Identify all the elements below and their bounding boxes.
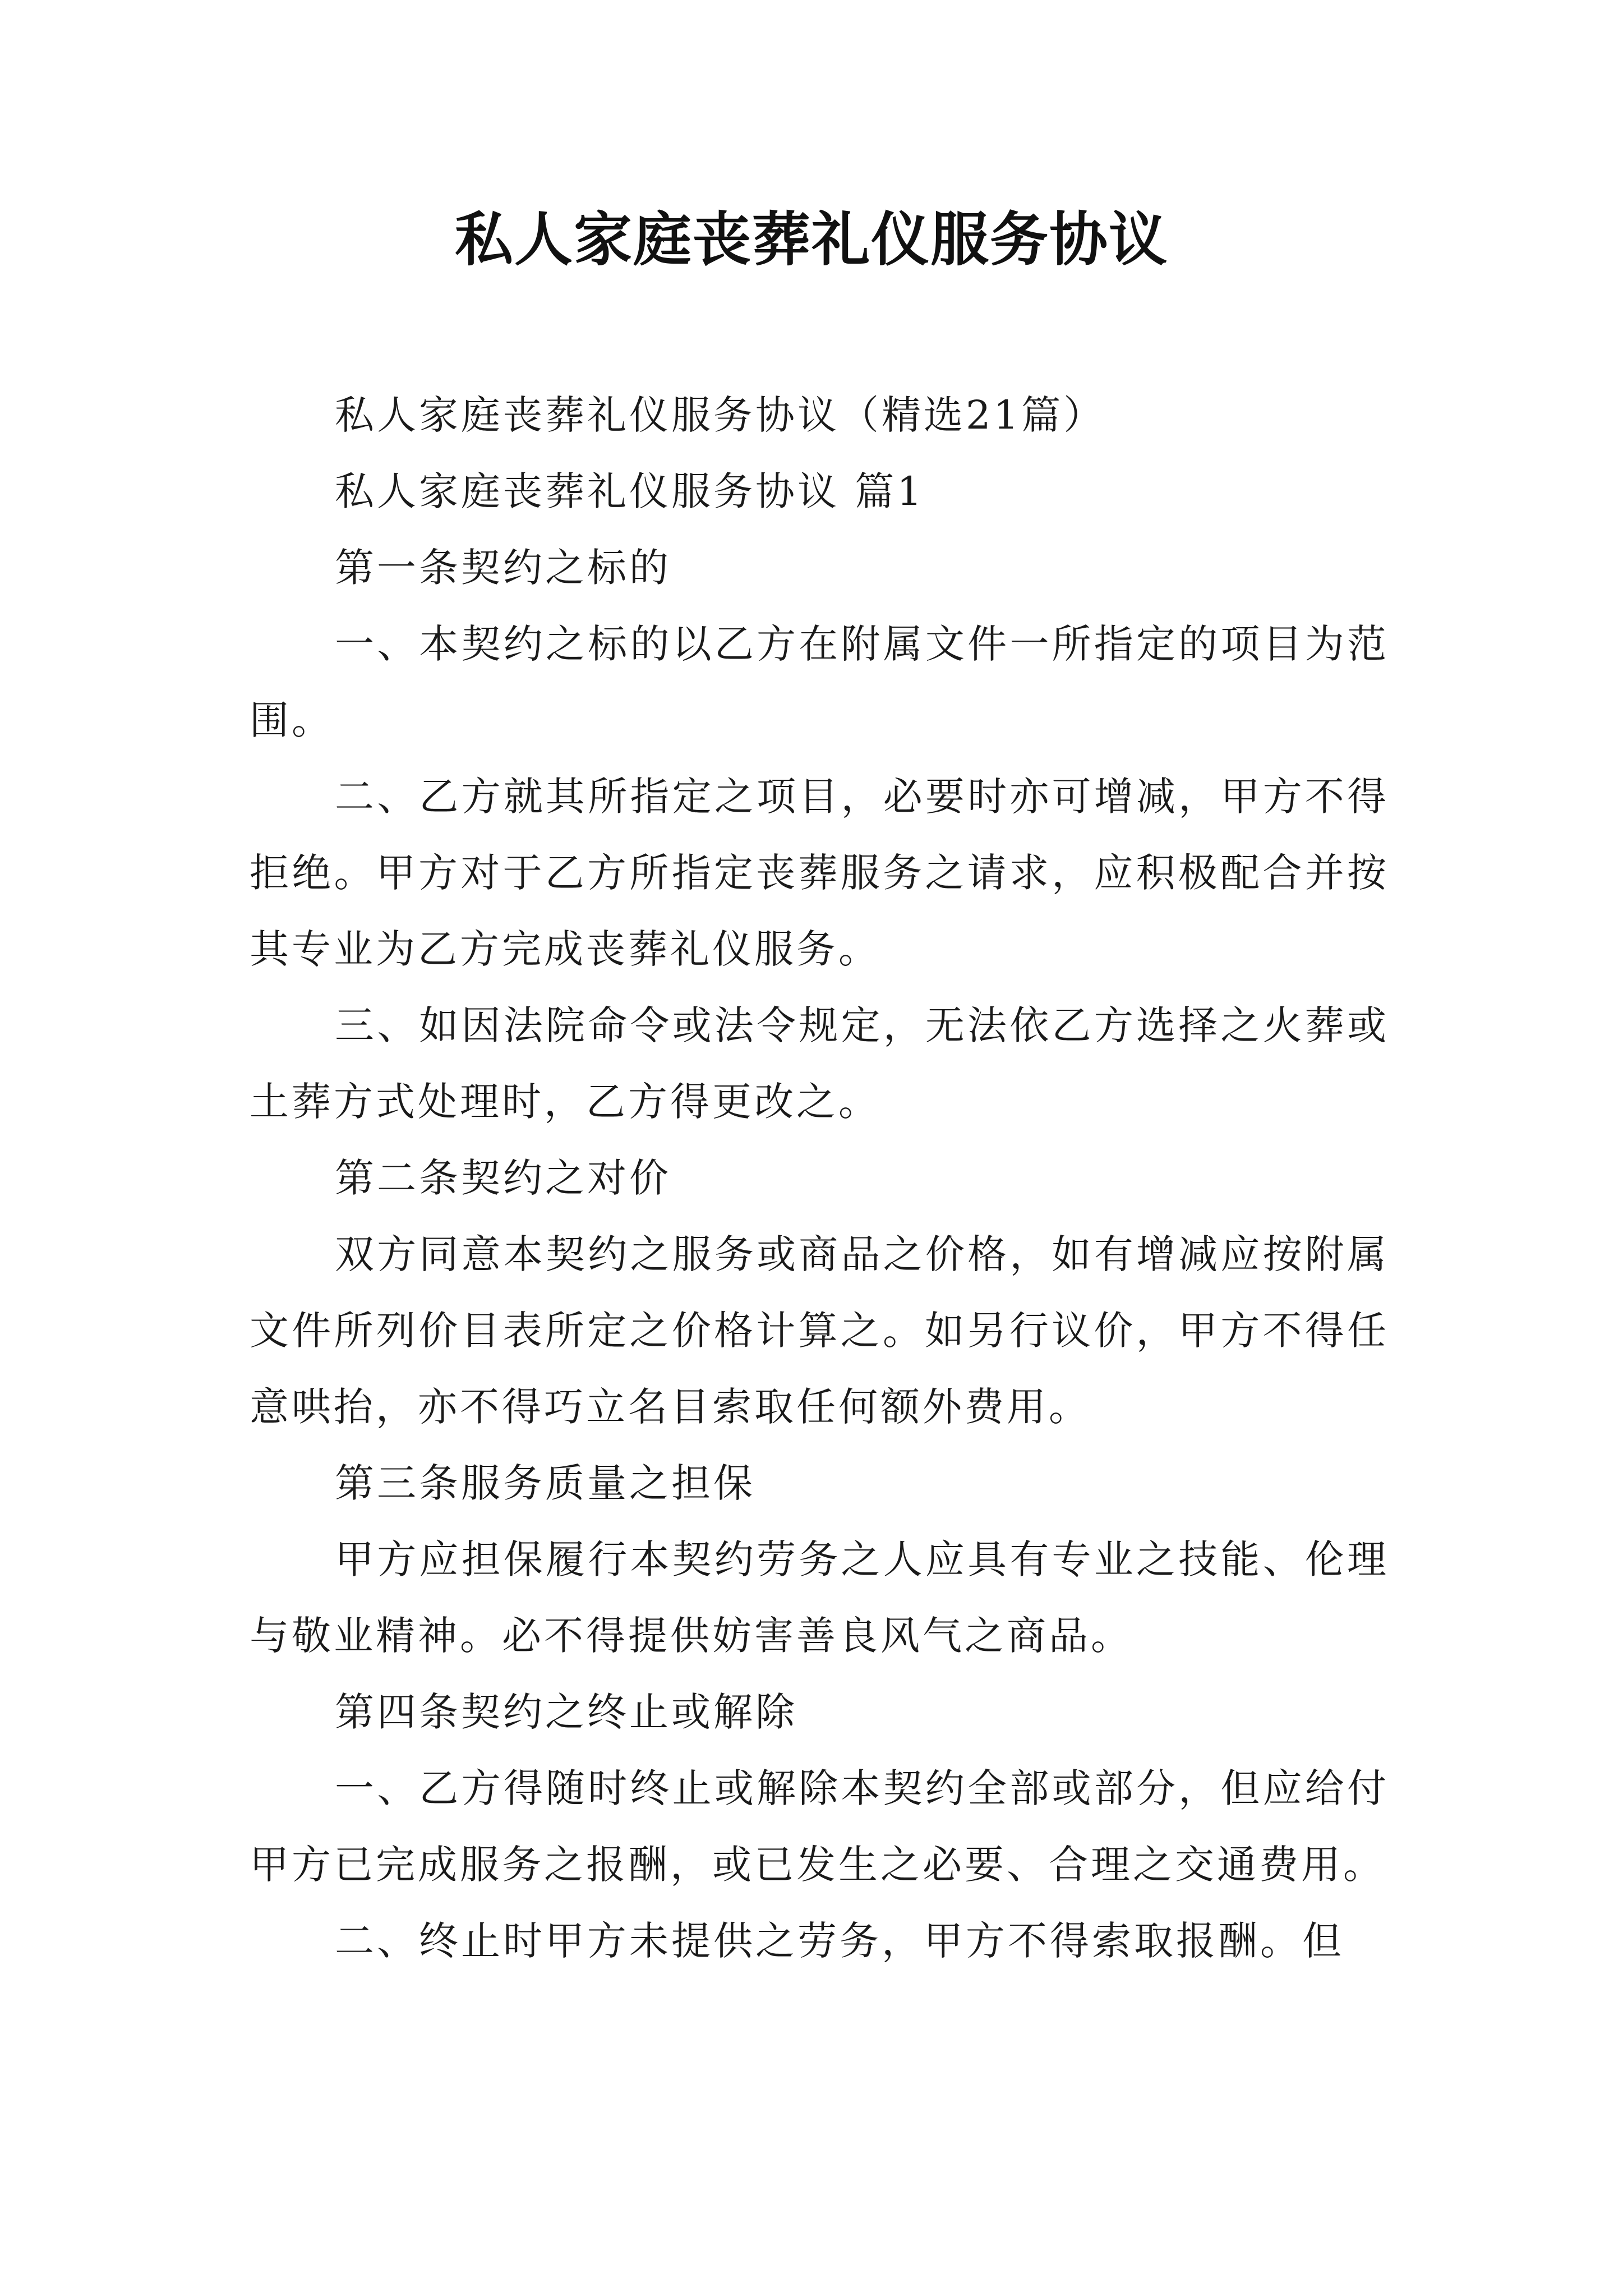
paragraph-article-4-heading: 第四条契约之终止或解除	[335, 1689, 797, 1735]
paragraph: 一、乙方得随时终止或解除本契约全部或部分，但应给付甲方已完成服务之报酬，或已发生之必要、合理之交通费用。	[250, 1765, 1389, 1888]
paragraph-section-heading: 私人家庭丧葬礼仪服务协议 篇1	[335, 468, 925, 514]
document-body	[250, 377, 1389, 1979]
paragraph: 双方同意本契约之服务或商品之价格，如有增减应按附属文件所列价目表所定之价格计算之。如另行议价，甲方不得任意哄抬，亦不得巧立名目索取任何额外费用。	[250, 1231, 1389, 1430]
paragraph-subtitle: 私人家庭丧葬礼仪服务协议（精选21篇）	[335, 392, 1106, 438]
paragraph-article-3-heading: 第三条服务质量之担保	[335, 1460, 755, 1506]
paragraph: 二、乙方就其所指定之项目，必要时亦可增减，甲方不得拒绝。甲方对于乙方所指定丧葬服务之请求，应积极配合并按其专业为乙方完成丧葬礼仪服务。	[250, 774, 1389, 972]
paragraph: 三、如因法院命令或法令规定，无法依乙方选择之火葬或土葬方式处理时，乙方得更改之。	[250, 1002, 1389, 1125]
document-title: 私人家庭丧葬礼仪服务协议	[454, 205, 1168, 274]
paragraph: 二、终止时甲方未提供之劳务，甲方不得索取报酬。但	[335, 1918, 1344, 1964]
paragraph-article-2-heading: 第二条契约之对价	[335, 1155, 671, 1201]
paragraph-article-1-heading: 第一条契约之标的	[335, 545, 671, 591]
paragraph: 一、本契约之标的以乙方在附属文件一所指定的项目为范围。	[250, 621, 1389, 743]
paragraph: 甲方应担保履行本契约劳务之人应具有专业之技能、伦理与敬业精神。必不得提供妨害善良风气之商品。	[250, 1536, 1389, 1659]
